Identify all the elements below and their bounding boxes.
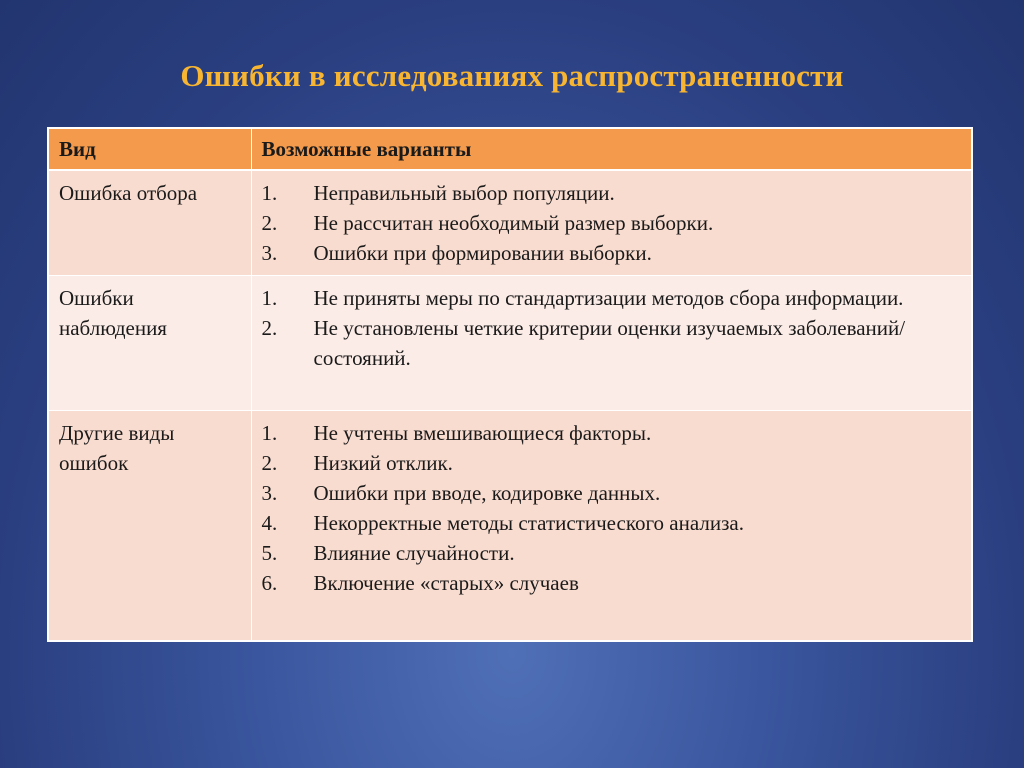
list-item [262,238,962,268]
list-item [262,208,962,238]
error-type-cell: Ошибки наблюдения [48,276,251,411]
error-type-cell: Другие виды ошибок [48,411,251,642]
list-item [262,568,962,598]
slide-title: Ошибки в исследованиях распространенности [180,58,844,93]
table-row [48,170,972,276]
list-item [262,448,962,478]
list-item-number: 3. [261,481,278,505]
list-item-text: Не установлены четкие критерии оценки изучаемых заболеваний/состояний. [313,316,906,370]
variants-cell [251,411,972,642]
list-item-number: 2. [261,451,278,475]
list-item [262,283,962,313]
list-item-number: 2. [261,316,278,340]
variants-list [262,283,962,373]
list-item [262,478,962,508]
list-item-number: 1. [261,181,278,205]
header-type: Вид [48,128,251,170]
list-item [262,508,962,538]
list-item-number: 2. [261,211,278,235]
list-item-number: 3. [261,241,278,265]
list-item-text: Влияние случайности. [313,541,515,565]
variants-cell [251,276,972,411]
table-row [48,411,972,642]
list-item-text: Неправильный выбор популяции. [313,181,615,205]
errors-table [47,127,973,642]
list-item-text: Не рассчитан необходимый размер выборки. [313,211,714,235]
variants-list [262,178,962,268]
list-item [262,538,962,568]
list-item-text: Некорректные методы статистического анализа. [313,511,744,535]
error-type-cell: Ошибка отбора [48,170,251,276]
header-variants: Возможные варианты [251,128,972,170]
list-item-number: 1. [261,286,278,310]
variants-list [262,418,962,598]
table-header-row [48,128,972,170]
list-item [262,313,962,373]
list-item-text: Низкий отклик. [313,451,453,475]
variants-cell [251,170,972,276]
list-item-text: Ошибки при вводе, кодировке данных. [313,481,661,505]
list-item-text: Не приняты меры по стандартизации методов сбора информации. [313,286,904,310]
list-item-text: Не учтены вмешивающиеся факторы. [313,421,652,445]
list-item-number: 6. [261,571,278,595]
list-item [262,418,962,448]
list-item-number: 1. [261,421,278,445]
list-item-number: 4. [261,511,278,535]
list-item-number: 5. [261,541,278,565]
list-item [262,178,962,208]
list-item-text: Ошибки при формировании выборки. [313,241,652,265]
list-item-text: Включение «старых» случаев [313,571,579,595]
table-row [48,276,972,411]
